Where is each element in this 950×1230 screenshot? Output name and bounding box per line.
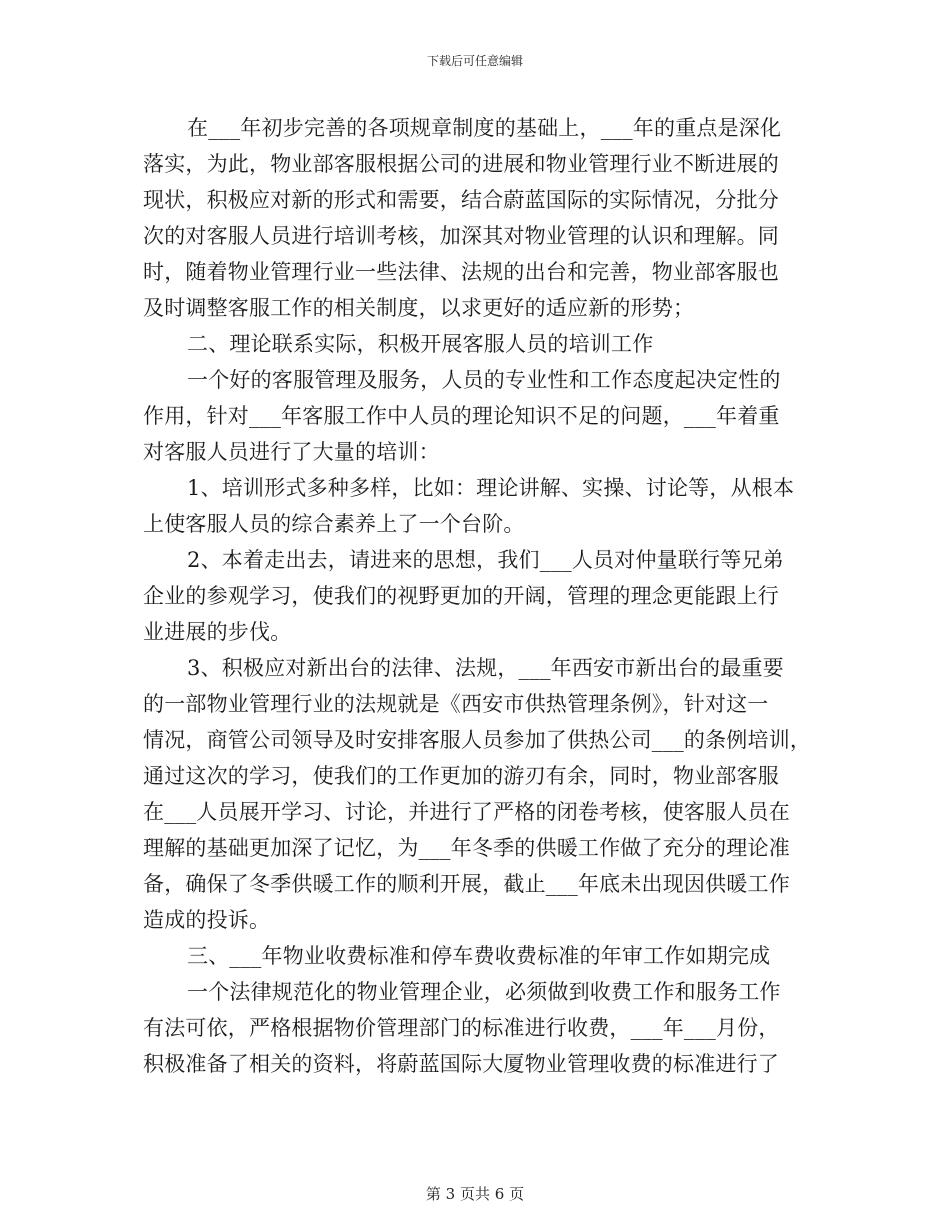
text-line: 业进展的步伐。	[143, 620, 292, 644]
text-line: 备，确保了冬季供暖工作的顺利开展，截止___年底未出现因供暖工作	[143, 872, 790, 896]
text-line: 造成的投诉。	[143, 908, 271, 932]
text-line: 2、本着走出去，请进来的思想，我们___人员对仲量联行等兄弟	[187, 548, 784, 572]
text-line: 次的对客服人员进行培训考核，加深其对物业管理的认识和理解。同	[143, 224, 779, 248]
text-line: 三、___年物业收费标准和停车费收费标准的年审工作如期完成	[187, 944, 771, 968]
text-line: 在___人员展开学习、讨论，并进行了严格的闭卷考核，使客服人员在	[143, 800, 790, 824]
text-line: 的一部物业管理行业的法规就是《西安市供热管理条例》，针对这一	[143, 692, 769, 716]
text-line: 落实，为此，物业部客服根据公司的进展和物业管理行业不断进展的	[143, 152, 779, 176]
document-body	[143, 110, 823, 1082]
text-line: 对客服人员进行了大量的培训：	[143, 440, 440, 464]
text-line: 上使客服人员的综合素养上了一个台阶。	[143, 512, 525, 536]
text-line: 二、理论联系实际，积极开展客服人员的培训工作	[187, 332, 654, 356]
text-line: 现状，积极应对新的形式和需要，结合蔚蓝国际的实际情况，分批分	[143, 188, 779, 212]
text-line: 积极准备了相关的资料，将蔚蓝国际大厦物业管理收费的标准进行了	[143, 1052, 779, 1076]
text-line: 时，随着物业管理行业一些法律、法规的出台和完善，物业部客服也	[143, 260, 779, 284]
text-line: 一个好的客服管理及服务，人员的专业性和工作态度起决定性的	[187, 368, 781, 392]
text-line: 有法可依，严格根据物价管理部门的标准进行收费，___年___月份，	[143, 1016, 780, 1040]
text-line: 及时调整客服工作的相关制度，以求更好的适应新的形势；	[143, 296, 695, 320]
text-line: 一个法律规范化的物业管理企业，必须做到收费工作和服务工作	[187, 980, 781, 1004]
text-line: 作用，针对___年客服工作中人员的理论知识不足的问题，___年着重	[143, 404, 780, 428]
page-header: 下载后可任意编辑	[426, 54, 523, 68]
text-line: 企业的参观学习，使我们的视野更加的开阔，管理的理念更能跟上行	[143, 584, 779, 608]
text-line: 1、培训形式多种多样，比如：理论讲解、实操、讨论等，从根本	[187, 476, 795, 500]
text-line: 情况，商管公司领导及时安排客服人员参加了供热公司___的条例培训，	[143, 728, 812, 752]
text-line: 在___年初步完善的各项规章制度的基础上，___年的重点是深化	[187, 116, 782, 140]
text-line: 理解的基础更加深了记忆，为___年冬季的供暖工作做了充分的理论准	[143, 836, 790, 860]
text-line: 3、积极应对新出台的法律、法规，___年西安市新出台的最重要	[187, 656, 784, 680]
page-footer: 第 3 页共 6 页	[425, 1185, 525, 1203]
text-line: 通过这次的学习，使我们的工作更加的游刃有余，同时，物业部客服	[143, 764, 779, 788]
